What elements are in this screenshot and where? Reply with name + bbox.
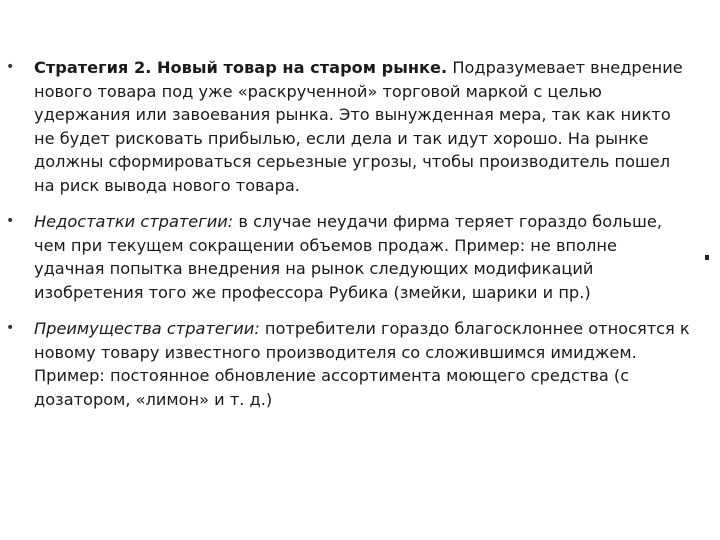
bullet-strategy-2 (0, 56, 720, 197)
bullet-heading: Стратегия 2. Новый товар на старом рынке. (34, 58, 448, 77)
bullet-dot-icon: • (6, 59, 15, 75)
bullet-disadvantages (0, 210, 720, 304)
bullet-text: Подразумевает внедрение нового товара под уже «раскрученной» торговой маркой с целью удержания или завоевания рынка. Это вынужденная мера, так как никто не будет рисковать прибылью, если дела и так идут хорошо. На рынке должны сформироваться серьезные угрозы, чтобы производитель пошел на риск вывода нового товара. (34, 58, 683, 195)
bullet-text: потребители гораздо благосклоннее относятся к новому товару известного производителя со сложившимся имиджем. Пример: постоянное обновление ассортимента моющего средства (с дозатором, «лимон» и т. д.) (34, 319, 690, 409)
bullet-heading: Преимущества стратегии: (34, 319, 260, 338)
bullet-dot-icon: • (6, 320, 15, 336)
square-marker-icon (705, 255, 709, 260)
bullet-text: в случае неудачи фирма теряет гораздо больше, чем при текущем сокращении объемов продаж. Пример: не вполне удачная попытка внедрения на рынок следующих модификаций изобретения того же профессора Рубика (змейки, шарики и пр.) (34, 212, 662, 302)
bullet-advantages (0, 317, 720, 411)
bullet-dot-icon: • (6, 213, 15, 229)
bullet-heading: Недостатки стратегии: (34, 212, 234, 231)
bullet-list (0, 56, 720, 424)
